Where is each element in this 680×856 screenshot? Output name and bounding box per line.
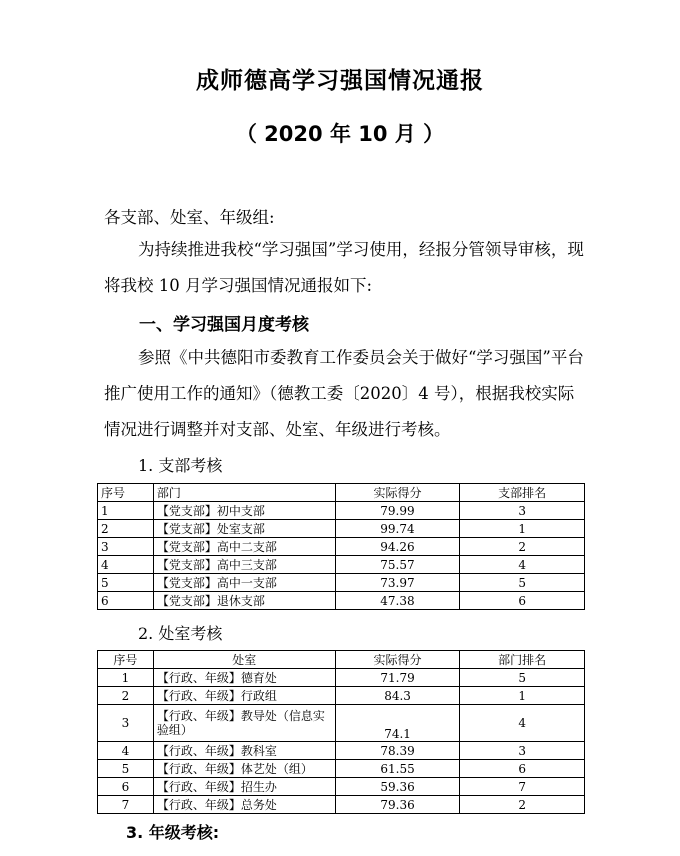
- score: 73.97: [335, 574, 460, 592]
- document-title: 成师德高学习强国情况通报: [196, 68, 484, 94]
- row-index: 1: [98, 669, 154, 687]
- table-row: [98, 556, 585, 574]
- table-row: [98, 778, 585, 796]
- row-index: 5: [98, 760, 154, 778]
- rank: 3: [460, 502, 585, 520]
- table-row: [98, 669, 585, 687]
- section1-body: 参照《中共德阳市委教育工作委员会关于做好“学习强国”平台推广使用工作的通知》（德教工委〔2020〕4 号），根据我校实际情况进行调整并对支部、处室、年级进行考核。: [104, 348, 584, 439]
- rank: 2: [460, 538, 585, 556]
- header-cell: 序号: [98, 484, 154, 502]
- rank: 4: [460, 705, 585, 742]
- intro-paragraph: 为持续推进我校“学习强国”学习使用，经报分管领导审核，现将我校 10 月学习强国情况通报如下:: [104, 240, 584, 295]
- score: 74.1: [335, 705, 460, 742]
- score: 61.55: [335, 760, 460, 778]
- row-index: 2: [98, 520, 154, 538]
- office-heading: 2. 处室考核: [138, 624, 223, 643]
- rank: 7: [460, 778, 585, 796]
- score: 79.99: [335, 502, 460, 520]
- rank: 6: [460, 592, 585, 610]
- header-cell: 支部排名: [460, 484, 585, 502]
- salutation: 各支部、处室、年级组:: [104, 208, 275, 227]
- row-index: 2: [98, 687, 154, 705]
- table-row: [98, 538, 585, 556]
- row-index: 6: [98, 778, 154, 796]
- branch-name: 【党支部】高中三支部: [153, 556, 335, 574]
- rank: 6: [460, 760, 585, 778]
- branch-name: 【党支部】高中一支部: [153, 574, 335, 592]
- header-cell: 处室: [153, 651, 335, 669]
- score: 75.57: [335, 556, 460, 574]
- rank: 1: [460, 520, 585, 538]
- office-name: 【行政、年级】德育处: [153, 669, 335, 687]
- row-index: 5: [98, 574, 154, 592]
- score: 94.26: [335, 538, 460, 556]
- document-subtitle: （ 2020 年 10 月 ）: [235, 122, 445, 146]
- office-table: [97, 650, 585, 814]
- table-header-row: [98, 484, 585, 502]
- table-row: [98, 592, 585, 610]
- section1-heading: 一、学习强国月度考核: [139, 315, 309, 335]
- row-index: 4: [98, 556, 154, 574]
- table-row: [98, 760, 585, 778]
- table-row: [98, 520, 585, 538]
- table-header-row: [98, 651, 585, 669]
- header-cell: 序号: [98, 651, 154, 669]
- header-cell: 实际得分: [335, 484, 460, 502]
- rank: 3: [460, 742, 585, 760]
- office-name: 【行政、年级】教科室: [153, 742, 335, 760]
- table-row: [98, 705, 585, 742]
- header-cell: 部门: [153, 484, 335, 502]
- branch-name: 【党支部】退休支部: [153, 592, 335, 610]
- office-name: 【行政、年级】行政组: [153, 687, 335, 705]
- office-name: 【行政、年级】总务处: [153, 796, 335, 814]
- row-index: 4: [98, 742, 154, 760]
- branch-name: 【党支部】初中支部: [153, 502, 335, 520]
- office-name: 【行政、年级】教导处（信息实验组）: [153, 705, 335, 742]
- header-cell: 部门排名: [460, 651, 585, 669]
- rank: 2: [460, 796, 585, 814]
- office-name: 【行政、年级】招生办: [153, 778, 335, 796]
- header-cell: 实际得分: [335, 651, 460, 669]
- score: 59.36: [335, 778, 460, 796]
- score: 79.36: [335, 796, 460, 814]
- table-row: [98, 742, 585, 760]
- row-index: 6: [98, 592, 154, 610]
- score: 47.38: [335, 592, 460, 610]
- rank: 5: [460, 669, 585, 687]
- score: 84.3: [335, 687, 460, 705]
- row-index: 3: [98, 538, 154, 556]
- row-index: 3: [98, 705, 154, 742]
- rank: 1: [460, 687, 585, 705]
- score: 78.39: [335, 742, 460, 760]
- table-row: [98, 687, 585, 705]
- branch-heading: 1. 支部考核: [138, 456, 223, 475]
- rank: 5: [460, 574, 585, 592]
- branch-table: [97, 483, 585, 610]
- table-row: [98, 502, 585, 520]
- branch-name: 【党支部】处室支部: [153, 520, 335, 538]
- table-row: [98, 796, 585, 814]
- row-index: 1: [98, 502, 154, 520]
- office-name: 【行政、年级】体艺处（组）: [153, 760, 335, 778]
- grade-heading: 3. 年级考核:: [126, 823, 220, 842]
- branch-name: 【党支部】高中二支部: [153, 538, 335, 556]
- row-index: 7: [98, 796, 154, 814]
- table-row: [98, 574, 585, 592]
- score: 99.74: [335, 520, 460, 538]
- score: 71.79: [335, 669, 460, 687]
- rank: 4: [460, 556, 585, 574]
